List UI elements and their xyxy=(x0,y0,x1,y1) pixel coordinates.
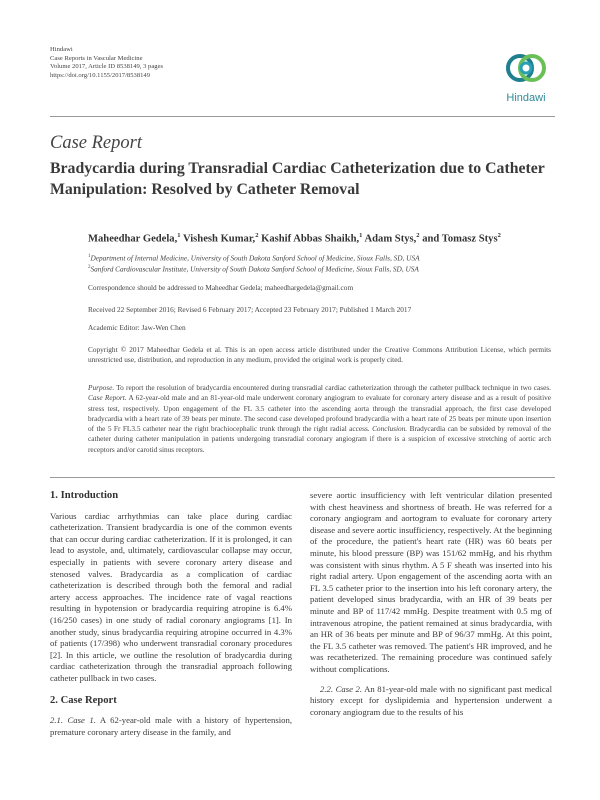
section-heading: 1. Introduction xyxy=(50,490,119,501)
abstract-divider xyxy=(50,477,555,478)
academic-editor: Academic Editor: Jaw-Wen Chen xyxy=(88,323,186,332)
article-type: Case Report xyxy=(50,133,142,153)
abstract-conclusion-label: Conclusion. xyxy=(372,424,408,434)
copyright-notice: Copyright © 2017 Maheedhar Gedela et al. This is an open access article distributed under the Creative Commons Attribution License, which permits unrestricted use, distribution, and reproduction in any medium, provided the original work is properly cited. xyxy=(88,345,551,364)
case2-text: An 81-year-old male with no significant past medical history except for dyslipidemia and hypertension underwent a coronary angiogram due to the results of his xyxy=(310,683,553,717)
author-name[interactable]: Kashif Abbas Shaikh, xyxy=(261,233,360,245)
publisher-name: Hindawi xyxy=(50,46,73,53)
author-affiliation-mark: 1 xyxy=(177,232,181,239)
abstract-purpose-label: Purpose. xyxy=(88,383,115,392)
author-affiliation-mark: 2 xyxy=(497,232,501,239)
abstract xyxy=(88,383,551,455)
section-heading: 2. Case Report xyxy=(50,694,117,706)
doi-link[interactable]: https://doi.org/10.1155/2017/8538149 xyxy=(50,71,151,79)
case1-label: 2.1. Case 1. xyxy=(50,715,96,726)
author-affiliation-mark: 2 xyxy=(255,232,259,239)
left-column xyxy=(50,490,292,738)
author-name[interactable]: Adam Stys, xyxy=(364,233,417,245)
author-affiliation-mark: 2 xyxy=(416,232,420,239)
abstract-case-label: Case Report. xyxy=(88,393,127,403)
journal-name: Case Reports in Vascular Medicine xyxy=(50,54,143,62)
logo-wordmark: Hindawi xyxy=(506,92,546,104)
affiliation-line: $^1$Department of Internal Medicine, University of South Dakota Sanford School of Medicine, Sioux Falls, SD, USA xyxy=(88,253,420,263)
publication-dates: Received 22 September 2016; Revised 6 February 2017; Accepted 23 February 2017; Published 1 March 2017 xyxy=(88,305,412,314)
case1-continued: severe aortic insufficiency with left ventricular dilation presented with chest heaviness and shortness of breath. He was referred for a coronary angiogram and aortogram to evaluate for coronary artery disease and severe aortic insufficiency, respectively. At the beginning of the procedure, the patient's heart rate (HR) was 60 beats per minute, his blood pressure (BP) was 151/62 mmHg, and his rhythm was consistent with sinus rhythm. A 5 F sheath was inserted into his right radial artery. Upon engagement of the ascending aorta with an FL 3.5 catheter prior to the insertion into his left coronary artery, the patient developed sinus bradycardia, with an HR of 39 beats per minute and BP of 117/42 mmHg. Despite treatment with 0.5 mg of intravenous atropine, the patient remained at sinus bradycardia, with an HR of 36 beats per minute and BP of 96/37 mmHg. At this point, the FL 3.5 catheter was removed. The patient's HR improved, and he was recatheterized. The remaining procedure was continued safely without complications. xyxy=(310,490,552,674)
article-title: Bradycardia during Transradial Cardiac Catheterization due to Catheter Manipulation: Resolved by Catheter Removal xyxy=(50,160,545,198)
abstract-purpose: To report the resolution of bradycardia encountered during transradial cardiac catheterization through the catheter pullback technique in two cases. xyxy=(114,383,551,392)
intro-paragraph: Various cardiac arrhythmias can take place during cardiac catheterization. Transient bradycardia is one of the common events that can occur during cardiac catheterization. If it is prolonged, it can lead to asystole, and, ultimately, cardiovascular collapse may occur, especially in patients with severe coronary artery disease and stenosed valves. Bradycardia as a complication of cardiac catheterization is described through both the femoral and radial artery access approaches. The incidence rate of vagal reactions resulting in hypotension or bradycardia requiring atropine is 6.4% (16/250 cases) in one study of radial coronary angiograms [1]. In another study, sinus bradycardia requiring atropine occurred in 4.3% of patients (17/398) who underwent transradial coronary procedures [2]. In this article, we outline the resolution of bradycardia during cardiac catheterization through the transradial approach following catheter pullback in two cases. xyxy=(50,510,292,683)
author-name[interactable]: and Tomasz Stys xyxy=(422,233,498,245)
case1-text: A 62-year-old male with a history of hypertension, premature coronary artery disease in the family, and xyxy=(50,715,293,737)
author-name[interactable]: Vishesh Kumar, xyxy=(182,233,256,245)
journal-meta xyxy=(50,46,163,80)
author-affiliation-mark: 1 xyxy=(359,232,363,239)
case2-label: 2.2. Case 2. xyxy=(320,683,363,694)
correspondence: Correspondence should be addressed to Maheedhar Gedela; maheedhargedela@gmail.com xyxy=(88,283,354,292)
abstract-conclusion: Bradycardia can be subsided by removal of the catheter during catheter manipulation in patients undergoing transradial coronary angiogram if there is a suspicion of excessive stretching of aortic arch receptors and/or carotid sinus receptors. xyxy=(88,424,551,454)
author-list xyxy=(88,232,501,245)
abstract-case: A 62-year-old male and an 81-year-old male underwent coronary angiogram to evaluate for coronary artery disease and as a result of positive stress test, respectively. Upon engagement of the FL 3.5 catheter into the ascending aorta through the transradial approach, the first case developed bradycardia with a heart rate of 39 beats per minute. The second case developed profound bradycardia with a heart rate of 25 beats per minute upon insertion of the 5 Fr FL3.5 catheter near the right brachiocephalic trunk through the right radial access. xyxy=(88,393,551,434)
affiliation-line: $^2$Sanford Cardiovascular Institute, University of South Dakota Sanford School of Medicine, Sioux Falls, SD, USA xyxy=(88,264,419,274)
volume-info: Volume 2017, Article ID 8538149, 3 pages xyxy=(50,63,164,71)
author-name[interactable]: Maheedhar Gedela, xyxy=(88,233,178,245)
right-column xyxy=(310,490,552,718)
affiliations xyxy=(88,252,420,275)
header-divider xyxy=(50,116,555,117)
